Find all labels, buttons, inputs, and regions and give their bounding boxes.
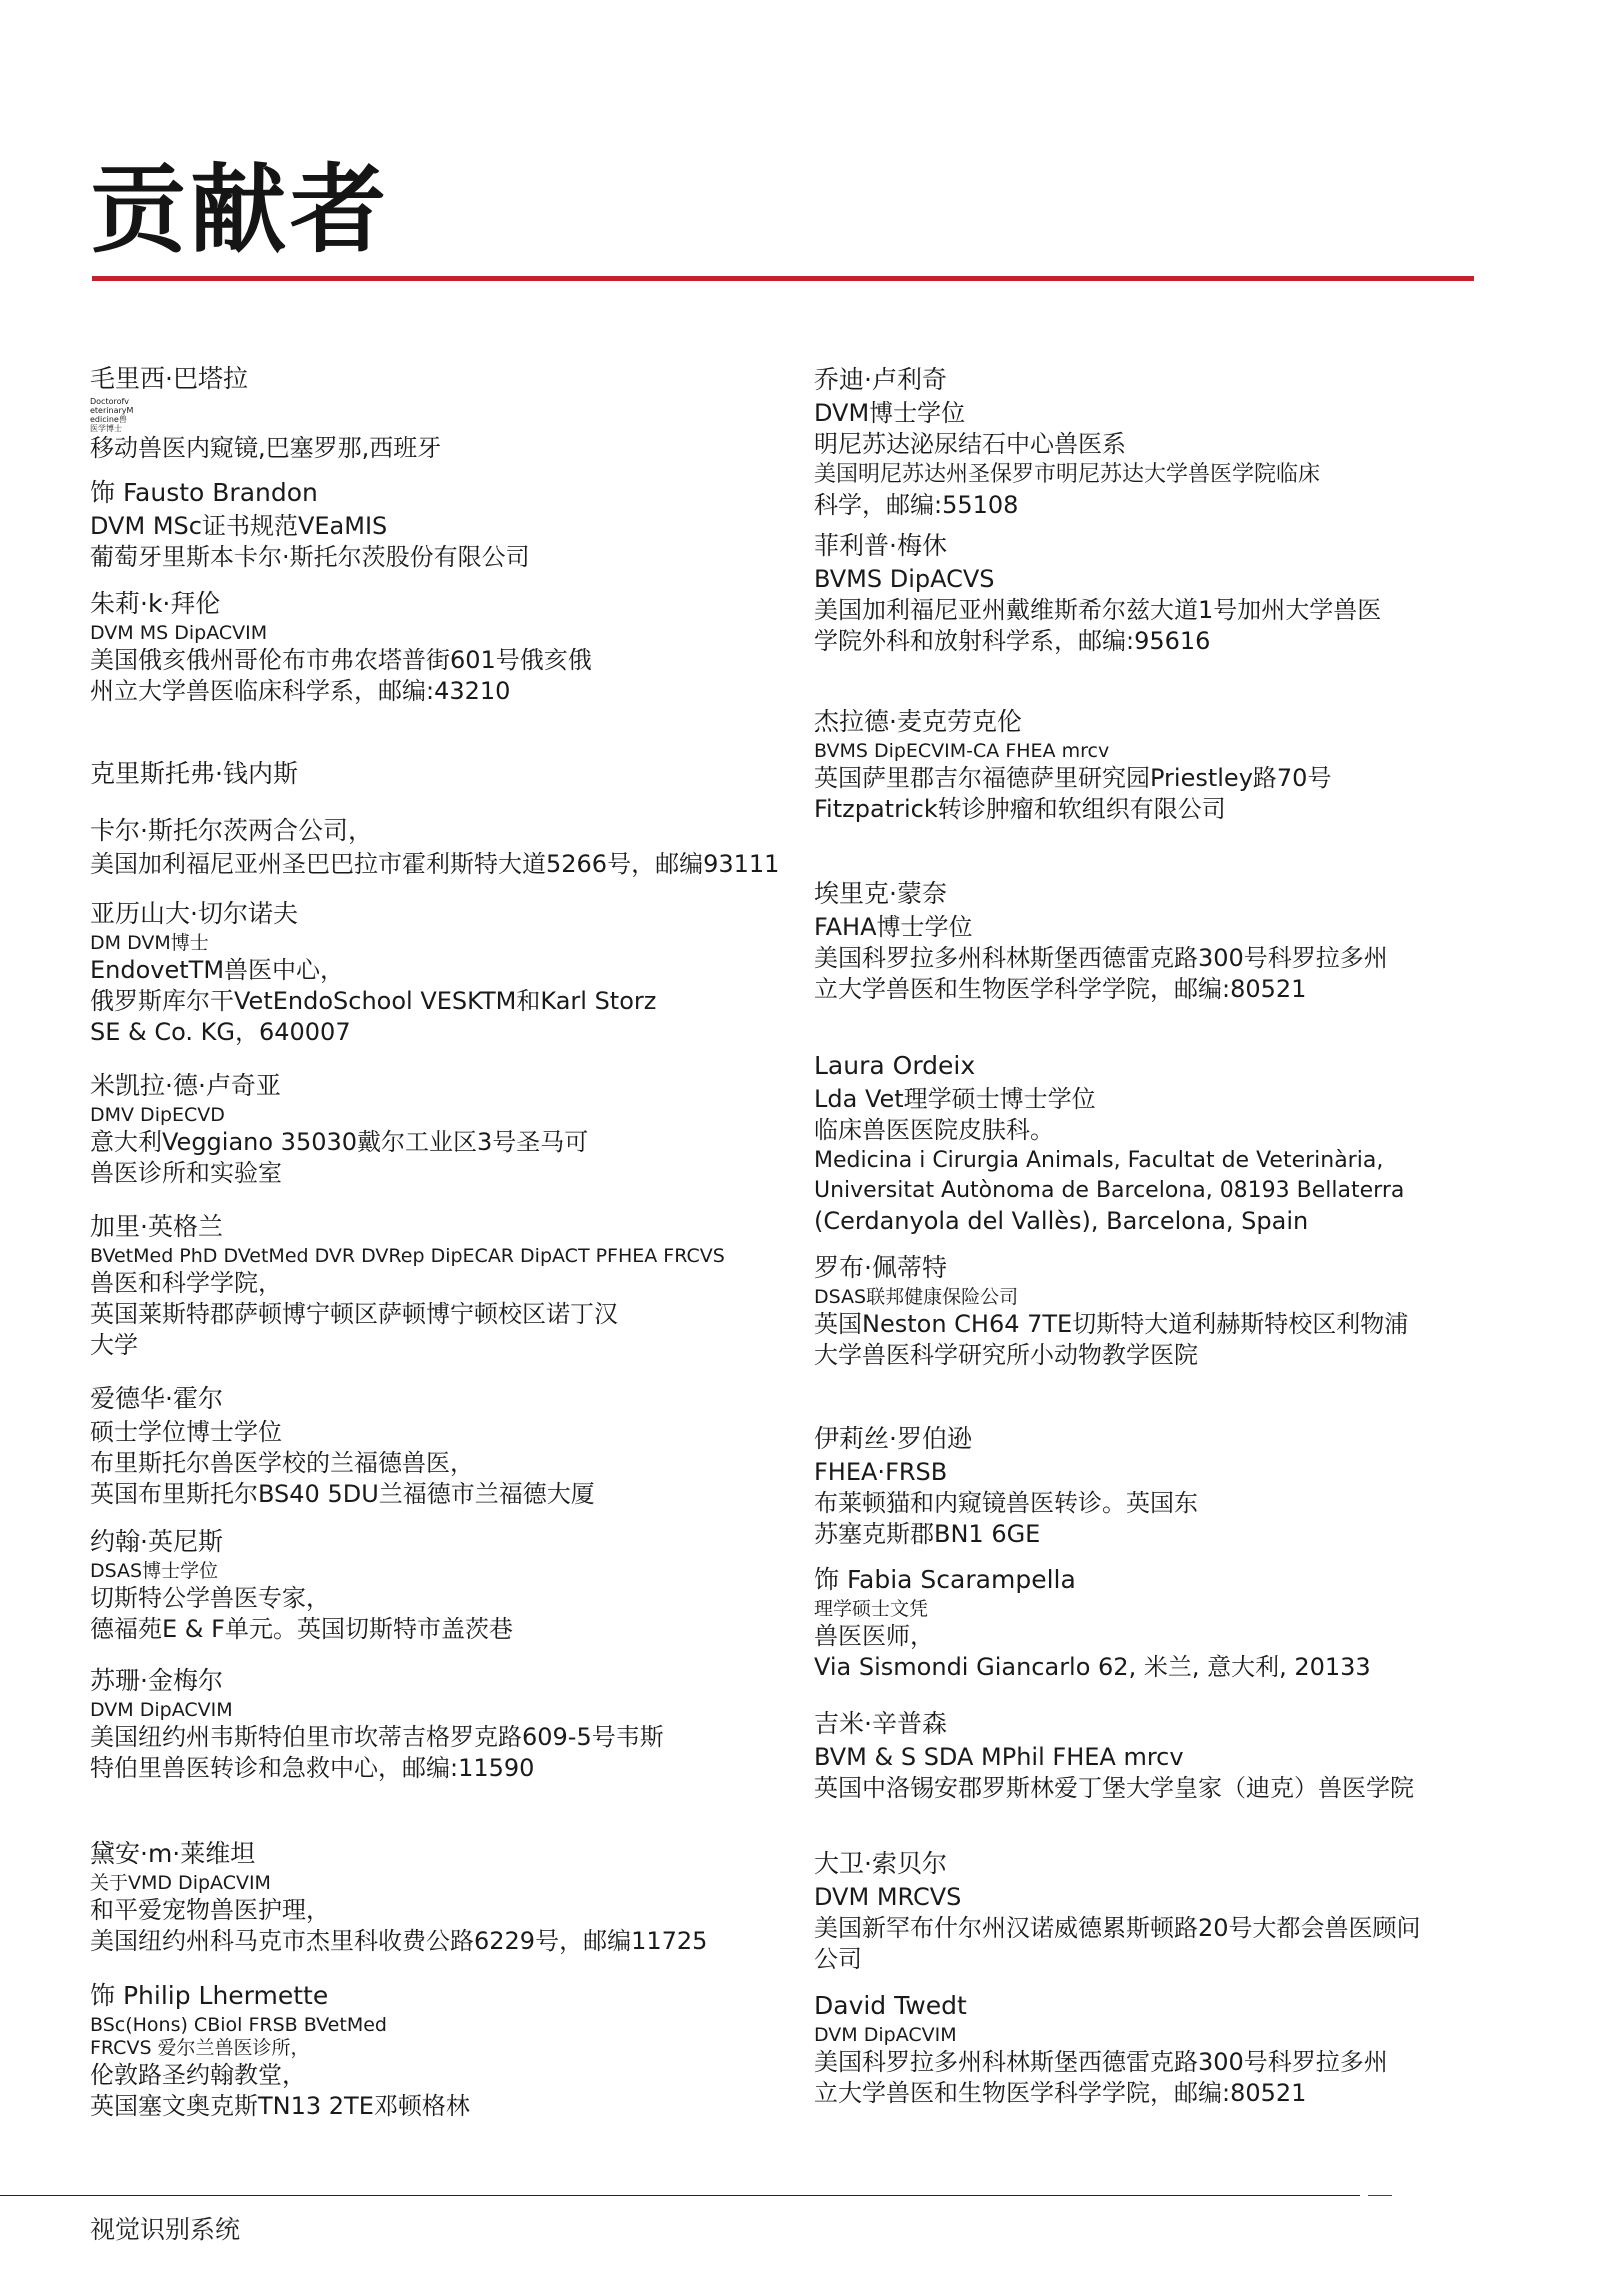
footer-divider-dash [1368, 2195, 1392, 2196]
contributor-entry [814, 1050, 1514, 1237]
contributor-entry [90, 363, 790, 464]
contributor-affiliation: 兽医诊所和实验室 [90, 1159, 282, 1187]
footer-divider [0, 2195, 1360, 2196]
contributor-affiliation: 意大利Veggiano 35030戴尔工业区3号圣马可 [90, 1128, 589, 1156]
contributor-affiliation: 明尼苏达泌尿结石中心兽医系 [814, 430, 1126, 458]
contributor-entry [814, 1708, 1574, 1804]
contributor-entry [90, 1070, 790, 1189]
contributor-entry [814, 1990, 1514, 2109]
contributor-affiliation: 兽医和科学学院， [90, 1269, 282, 1297]
contributor-entry [814, 1252, 1514, 1371]
contributor-affiliation: 美国加利福尼亚州戴维斯希尔兹大道1号加州大学兽医 [814, 596, 1382, 624]
contributor-name: 饰 Philip Lhermette [90, 1981, 329, 2010]
contributor-name: 毛里西·巴塔拉 [90, 364, 248, 393]
contributor-name: David Twedt [814, 1991, 967, 2020]
contributor-entry [90, 1383, 790, 1510]
contributor-affiliation: FAHA博士学位 [814, 913, 973, 941]
contributor-affiliation: DVM MRCVS [814, 1883, 962, 1911]
contributor-affiliation: 美国俄亥俄州哥伦布市弗农塔普街601号俄亥俄 [90, 646, 592, 674]
contributor-affiliation: 科学，邮编:55108 [814, 491, 1019, 519]
contributor-name: 爱德华·霍尔 [90, 1384, 223, 1413]
contributor-affiliation: 英国中洛锡安郡罗斯林爱丁堡大学皇家（迪克）兽医学院 [814, 1774, 1414, 1802]
contributor-entry [90, 1838, 790, 1957]
contributor-affiliation: 美国纽约州韦斯特伯里市坎蒂吉格罗克路609-5号韦斯 [90, 1723, 664, 1751]
contributor-affiliation: 公司 [814, 1945, 862, 1973]
contributor-credentials: BVetMed PhD DVetMed DVR DVRep DipECAR DipACT PFHEA FRCVS [90, 1245, 725, 1267]
contributor-name: 大卫·索贝尔 [814, 1849, 947, 1878]
contributor-affiliation: 特伯里兽医转诊和急救中心，邮编:11590 [90, 1754, 535, 1782]
contributor-credentials: BSc(Hons) CBiol FRSB BVetMed [90, 2014, 387, 2036]
contributor-name: 米凯拉·德·卢奇亚 [90, 1071, 281, 1100]
contributor-name: 饰 Fausto Brandon [90, 478, 318, 507]
contributor-affiliation: 美国明尼苏达州圣保罗市明尼苏达大学兽医学院临床 [814, 462, 1321, 487]
contributor-affiliation: 苏塞克斯郡BN1 6GE [814, 1520, 1041, 1548]
contributor-entry [814, 364, 1514, 521]
contributor-affiliation: SE & Co. KG，640007 [90, 1018, 351, 1046]
contributor-affiliation: EndovetTM兽医中心， [90, 956, 345, 984]
contributor-name: 伊莉丝·罗伯逊 [814, 1424, 972, 1453]
contributor-affiliation: BVM & S SDA MPhil FHEA mrcv [814, 1743, 1184, 1771]
contributor-entry [814, 1564, 1514, 1683]
contributor-entry [90, 898, 790, 1048]
contributor-entry [814, 878, 1514, 1005]
contributor-entry [814, 1848, 1574, 1975]
contributor-credentials: DMV DipECVD [90, 1104, 225, 1126]
contributor-affiliation: 切斯特公学兽医专家， [90, 1584, 330, 1612]
contributor-name: 罗布·佩蒂特 [814, 1253, 947, 1282]
contributor-affiliation: 伦敦路圣约翰教堂， [90, 2061, 306, 2089]
contributor-affiliation: Medicina i Cirurgia Animals, Facultat de Veterinària, [814, 1148, 1384, 1173]
contributor-credentials: DVM DipACVIM [814, 2024, 957, 2046]
contributor-affiliation: BVMS DipACVS [814, 565, 995, 593]
contributor-name: 亚历山大·切尔诺夫 [90, 899, 298, 928]
contributor-affiliation: 葡萄牙里斯本卡尔·斯托尔茨股份有限公司 [90, 543, 530, 571]
contributor-affiliation: FHEA·FRSB [814, 1458, 948, 1486]
contributor-name: 饰 Fabia Scarampella [814, 1565, 1076, 1594]
contributor-affiliation: 兽医医师， [814, 1622, 934, 1650]
contributor-affiliation: 和平爱宠物兽医护理， [90, 1896, 330, 1924]
contributor-entry [90, 1211, 870, 1361]
contributor-affiliation: 学院外科和放射科学系，邮编:95616 [814, 627, 1211, 655]
contributor-affiliation: 立大学兽医和生物医学科学学院，邮编:80521 [814, 2079, 1307, 2107]
contributor-affiliation: 美国科罗拉多州科林斯堡西德雷克路300号科罗拉多州 [814, 2048, 1388, 2076]
contributor-affiliation: 布莱顿猫和内窥镜兽医转诊。英国东 [814, 1489, 1198, 1517]
contributor-affiliation: 德福苑E & F单元。英国切斯特市盖茨巷 [90, 1615, 513, 1643]
contributor-name: 杰拉德·麦克劳克伦 [814, 707, 1022, 736]
contributor-entry [90, 477, 790, 573]
contributor-credentials: DSAS联邦健康保险公司 [814, 1286, 1019, 1308]
contributor-name: 埃里克·蒙奈 [814, 879, 947, 908]
contributor-credentials: DVM MS DipACVIM [90, 622, 268, 644]
contributor-credentials: eterinaryM [90, 406, 134, 415]
contributor-credentials: 医学博士 [90, 424, 122, 433]
contributor-entry [814, 530, 1514, 657]
contributor-credentials: DSAS博士学位 [90, 1560, 219, 1582]
title-divider [92, 276, 1474, 281]
contributor-affiliation: 美国纽约州科马克市杰里科收费公路6229号，邮编11725 [90, 1927, 708, 1955]
contributor-name: 约翰·英尼斯 [90, 1527, 223, 1556]
contributor-affiliation: 立大学兽医和生物医学科学学院，邮编:80521 [814, 975, 1307, 1003]
contributor-credentials: DVM DipACVIM [90, 1699, 233, 1721]
contributor-name: 朱莉·k·拜伦 [90, 589, 221, 618]
contributor-entry [90, 758, 790, 792]
page-title: 贡献者 [90, 154, 390, 266]
footer-text: 视觉识别系统 [90, 2215, 241, 2244]
contributor-affiliation: 英国萨里郡吉尔福德萨里研究园Priestley路70号 [814, 764, 1332, 792]
contributor-affiliation: 美国新罕布什尔州汉诺威德累斯顿路20号大都会兽医顾问 [814, 1914, 1421, 1942]
contributor-affiliation: 英国布里斯托尔BS40 5DU兰福德市兰福德大厦 [90, 1480, 595, 1508]
contributor-credentials: 理学硕士文凭 [814, 1598, 929, 1620]
contributor-credentials: Doctorofv [90, 397, 130, 406]
contributor-affiliation: Universitat Autònoma de Barcelona, 08193 Bellaterra [814, 1178, 1405, 1203]
contributor-credentials: FRCVS 爱尔兰兽医诊所， [90, 2037, 310, 2059]
contributor-credentials: 关于VMD DipACVIM [90, 1872, 271, 1894]
contributor-name: Laura Ordeix [814, 1051, 976, 1080]
contributor-affiliation: Via Sismondi Giancarlo 62, 米兰, 意大利, 20133 [814, 1653, 1371, 1681]
contributor-name: 吉米·辛普森 [814, 1709, 947, 1738]
contributor-affiliation: Fitzpatrick转诊肿瘤和软组织有限公司 [814, 795, 1226, 823]
contributor-affiliation: 硕士学位博士学位 [90, 1418, 282, 1446]
contributor-affiliation: 移动兽医内窥镜,巴塞罗那,西班牙 [90, 434, 442, 462]
contributor-affiliation: 美国加利福尼亚州圣巴巴拉市霍利斯特大道5266号，邮编93111 [90, 850, 780, 878]
contributor-credentials: DM DVM博士 [90, 932, 209, 954]
contributor-name: 克里斯托弗·钱内斯 [90, 759, 298, 788]
contributor-name: 黛安·m·莱维坦 [90, 1839, 256, 1868]
contributor-entry [814, 706, 1514, 825]
contributor-affiliation: 英国莱斯特郡萨顿博宁顿区萨顿博宁顿校区诺丁汉 [90, 1300, 618, 1328]
contributor-name: 加里·英格兰 [90, 1212, 223, 1241]
contributor-affiliation: 临床兽医医院皮肤科。 [814, 1116, 1054, 1144]
contributor-credentials: edicine兽 [90, 415, 127, 424]
contributor-affiliation: 州立大学兽医临床科学系，邮编:43210 [90, 677, 511, 705]
contributor-affiliation: 英国Neston CH64 7TE切斯特大道利赫斯特校区利物浦 [814, 1310, 1409, 1338]
contributor-entry [90, 1526, 790, 1645]
contributor-entry [90, 588, 790, 707]
contributor-affiliation: 英国塞文奥克斯TN13 2TE邓顿格林 [90, 2092, 470, 2120]
contributor-entry [814, 1423, 1514, 1550]
contributor-name: 菲利普·梅休 [814, 531, 947, 560]
contributor-affiliation: 大学兽医科学研究所小动物教学医院 [814, 1341, 1198, 1369]
contributor-affiliation: (Cerdanyola del Vallès), Barcelona, Spain [814, 1207, 1309, 1235]
contributor-name: 苏珊·金梅尔 [90, 1666, 223, 1695]
contributor-entry [90, 1665, 790, 1784]
contributor-name: 卡尔·斯托尔茨两合公司， [90, 816, 373, 845]
contributor-affiliation: 俄罗斯库尔干VetEndoSchool VESKTM和Karl Storz [90, 987, 657, 1015]
contributor-credentials: BVMS DipECVIM-CA FHEA mrcv [814, 740, 1110, 762]
contributor-affiliation: 大学 [90, 1331, 138, 1359]
contributor-entry [90, 815, 850, 880]
contributor-affiliation: 布里斯托尔兽医学校的兰福德兽医， [90, 1449, 474, 1477]
contributor-affiliation: Lda Vet理学硕士博士学位 [814, 1085, 1096, 1113]
contributor-affiliation: 美国科罗拉多州科林斯堡西德雷克路300号科罗拉多州 [814, 944, 1388, 972]
contributor-name: 乔迪·卢利奇 [814, 365, 947, 394]
contributor-affiliation: DVM博士学位 [814, 399, 966, 427]
contributor-affiliation: DVM MSc证书规范VEaMIS [90, 512, 388, 540]
contributor-entry [90, 1980, 790, 2122]
